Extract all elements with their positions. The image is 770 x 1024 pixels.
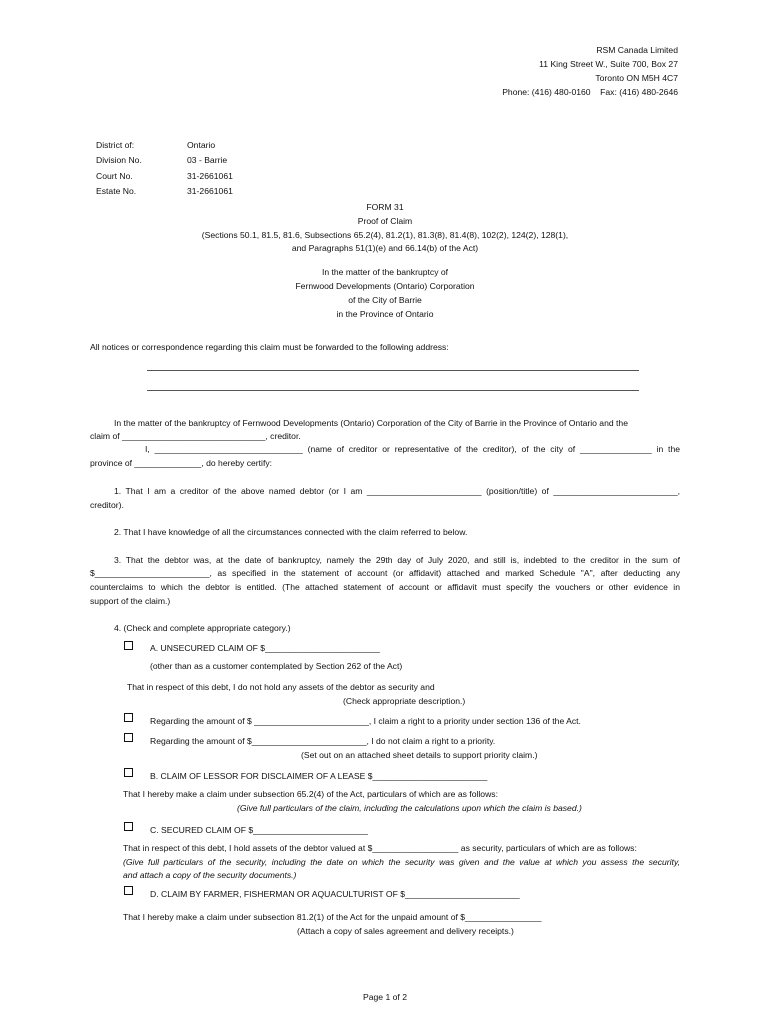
lessor-claim-text: That I hereby make a claim under subsection 65.2(4) of the Act, particulars of which are as follows: xyxy=(123,789,498,799)
trustee-address: 11 King Street W., Suite 700, Box 27 xyxy=(539,59,678,69)
form-title: FORM 31 xyxy=(366,202,404,212)
intro-claim-line: claim of ______________________________, creditor. xyxy=(90,431,301,441)
secured-claim-checkbox[interactable] xyxy=(124,822,133,831)
farmer-claim-checkbox[interactable] xyxy=(124,886,133,895)
priority-details-note: (Set out on an attached sheet details to support priority claim.) xyxy=(301,750,538,760)
farmer-claim-text: That I hereby make a claim under subsection 81.2(1) of the Act for the unpaid amount of $________________ xyxy=(123,912,542,922)
farmer-claim-note: (Attach a copy of sales agreement and delivery receipts.) xyxy=(297,926,514,936)
intro-province-line: province of ______________, do hereby certify: xyxy=(90,458,273,468)
case-info-label: Division No. xyxy=(96,155,142,165)
secured-claim-note: (Give full particulars of the security, including the date on which the security was given and the value at which you assess the security, xyxy=(123,857,680,867)
item-3-line: 3. That the debtor was, at the date of bankruptcy, namely the 29th day of July 2020, and still is, indebted to the creditor in the sum of xyxy=(114,555,680,565)
item-1-line: 1. That I am a creditor of the above named debtor (or I am ________________________ (position/title) of __________________________, xyxy=(114,486,680,496)
notice-text: All notices or correspondence regarding this claim must be forwarded to the following address: xyxy=(90,342,449,352)
unsecured-assets-text: That in respect of this debt, I do not hold any assets of the debtor as security and xyxy=(127,682,435,692)
case-info-value: 03 - Barrie xyxy=(187,155,228,165)
trustee-phone-fax: Phone: (416) 480-0160 Fax: (416) 480-2646 xyxy=(502,87,678,97)
intro-certify-line: I, _______________________________ (name of creditor or representative of the creditor), of the city of _______________ in the xyxy=(145,444,680,454)
matter-line: In the matter of the bankruptcy of xyxy=(321,267,449,277)
item-3-line: counterclaims to which the debtor is entitled. (The attached statement of account or affidavit must specify the vouchers or other evidence in xyxy=(90,582,680,592)
secured-claim-note: and attach a copy of the security documents.) xyxy=(123,870,297,880)
item-2-text: 2. That I have knowledge of all the circumstances connected with the claim referred to below. xyxy=(114,527,468,537)
case-info-value: 31-2661061 xyxy=(187,186,233,196)
item-4-text: 4. (Check and complete appropriate category.) xyxy=(114,623,291,633)
case-info-label: Court No. xyxy=(96,171,133,181)
item-1-line: creditor). xyxy=(90,500,124,510)
lessor-claim-label: B. CLAIM OF LESSOR FOR DISCLAIMER OF A LEASE $________________________ xyxy=(150,771,488,781)
matter-debtor-name: Fernwood Developments (Ontario) Corporation xyxy=(295,281,475,291)
form-subtitle: Proof of Claim xyxy=(357,216,413,226)
form-sections-line: (Sections 50.1, 81.5, 81.6, Subsections 65.2(4), 81.2(1), 81.3(8), 81.4(8), 102(2), 124(2), 128(1), xyxy=(201,230,569,240)
item-3-line: $________________________, as specified in the statement of account (or affidavit) attached and marked Schedule "A", after deducting any xyxy=(90,568,680,578)
intro-line: In the matter of the bankruptcy of Fernwood Developments (Ontario) Corporation of the City of Barrie in the Province of Ontario and the xyxy=(114,418,628,428)
page-number: Page 1 of 2 xyxy=(363,992,407,1002)
no-priority-checkbox[interactable] xyxy=(124,733,133,742)
case-info-value: 31-2661061 xyxy=(187,171,233,181)
farmer-claim-label: D. CLAIM BY FARMER, FISHERMAN OR AQUACULTURIST OF $________________________ xyxy=(150,889,520,899)
check-description-note: (Check appropriate description.) xyxy=(343,696,466,706)
item-3-line: support of the claim.) xyxy=(90,596,171,606)
no-priority-text: Regarding the amount of $________________________, I do not claim a right to a priority. xyxy=(150,736,496,746)
secured-claim-text: That in respect of this debt, I hold assets of the debtor valued at $__________________ as security, particulars of which are as follows: xyxy=(123,843,637,853)
form-sections-line: and Paragraphs 51(1)(e) and 66.14(b) of the Act) xyxy=(291,243,479,253)
case-info-label: Estate No. xyxy=(96,186,137,196)
priority-claim-checkbox[interactable] xyxy=(124,713,133,722)
address-line-field[interactable] xyxy=(147,370,639,371)
lessor-claim-note: (Give full particulars of the claim, including the calculations upon which the claim is based.) xyxy=(237,803,582,813)
unsecured-claim-checkbox[interactable] xyxy=(124,641,133,650)
secured-claim-label: C. SECURED CLAIM OF $________________________ xyxy=(150,825,368,835)
trustee-company: RSM Canada Limited xyxy=(596,45,678,55)
priority-claim-text: Regarding the amount of $ ________________________, I claim a right to a priority under section 136 of the Act. xyxy=(150,716,581,726)
case-info-value: Ontario xyxy=(187,140,216,150)
matter-line: of the City of Barrie xyxy=(348,295,422,305)
unsecured-claim-label: A. UNSECURED CLAIM OF $________________________ xyxy=(150,643,380,653)
unsecured-claim-note: (other than as a customer contemplated by Section 262 of the Act) xyxy=(150,661,403,671)
address-line-field[interactable] xyxy=(147,390,639,391)
lessor-claim-checkbox[interactable] xyxy=(124,768,133,777)
case-info-label: District of: xyxy=(96,140,135,150)
trustee-city: Toronto ON M5H 4C7 xyxy=(595,73,678,83)
matter-line: in the Province of Ontario xyxy=(336,309,434,319)
